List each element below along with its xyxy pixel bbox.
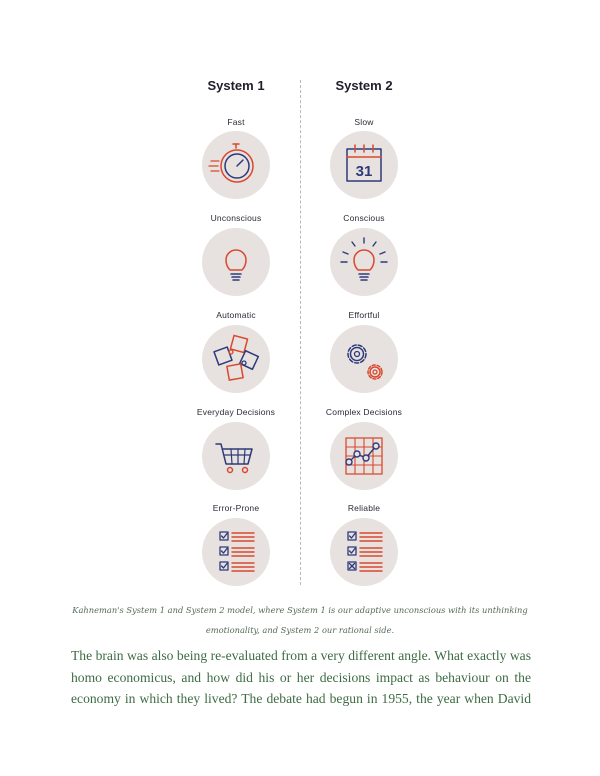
item-label-effortful: Effortful: [348, 310, 380, 320]
system1-title: System 1: [207, 78, 265, 93]
item-label-everyday-decisions: Everyday Decisions: [196, 407, 276, 417]
item-label-reliable: Reliable: [347, 503, 381, 513]
shopping-cart-icon: [202, 422, 270, 490]
puzzle-pieces-icon: [202, 325, 270, 393]
item-label-complex-decisions: Complex Decisions: [325, 407, 403, 417]
checklist-with-cross-icon: [330, 518, 398, 586]
item-label-automatic: Automatic: [216, 310, 256, 320]
calendar-number: 31: [355, 163, 373, 180]
system2-title: System 2: [335, 78, 393, 93]
body-line-1: The brain was also being re-evaluated from a very different angle. What exactly was: [71, 648, 531, 663]
lightbulb-on-icon: [330, 228, 398, 296]
item-label-error-prone: Error-Prone: [212, 503, 260, 513]
caption-line-2: emotionality, and System 2 our rational side.: [205, 625, 395, 635]
body-line-2: homo economicus, and how did his or her decisions impact as behaviour on the: [71, 669, 531, 685]
grid-chart-icon: [330, 422, 398, 490]
checklist-icon: [202, 518, 270, 586]
figure-caption: [60, 600, 540, 640]
calendar-icon: [330, 131, 398, 199]
item-label-conscious: Conscious: [343, 213, 385, 223]
item-label-slow: Slow: [354, 117, 374, 127]
lightbulb-off-icon: [202, 228, 270, 296]
item-label-fast: Fast: [227, 117, 245, 127]
gears-icon: [330, 325, 398, 393]
body-paragraph: [71, 645, 531, 710]
caption-line-1: Kahneman's System 1 and System 2 model, where System 1 is our adaptive unconscious with its unthinking: [72, 605, 528, 615]
item-label-unconscious: Unconscious: [210, 213, 262, 223]
stopwatch-icon: [202, 131, 270, 199]
body-line-3: economy in which they lived? The debate had begun in 1955, the year when David: [71, 691, 531, 706]
